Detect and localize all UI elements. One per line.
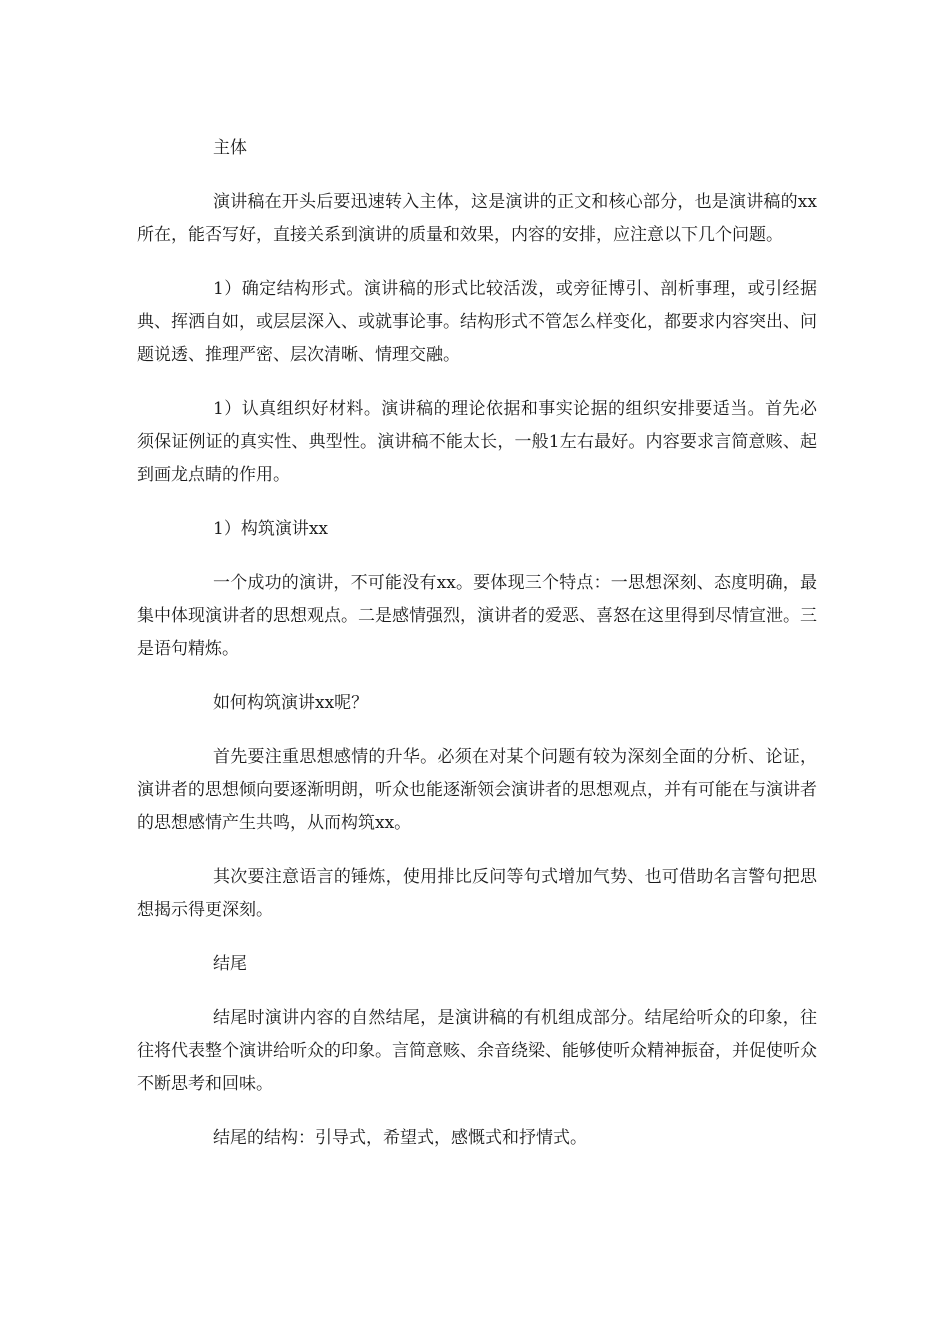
question-line: 如何构筑演讲xx呢？ [213, 693, 369, 713]
paragraph: 演讲稿在开头后要迅速转入主体，这是演讲的正文和核心部分，也是演讲稿的xx所在，能否写好，直接关系到演讲的质量和效果，内容的安排，应注意以下几个问题。 [137, 192, 817, 245]
subheading: 1）构筑演讲xx [213, 519, 328, 539]
paragraph: 首先要注重思想感情的升华。必须在对某个问题有较为深刻全面的分析、论证，演讲者的思想倾向要逐渐明朗，听众也能逐渐领会演讲者的思想观点，并有可能在与演讲者的思想感情产生共鸣，从而构筑xx。 [137, 747, 817, 833]
document-body [137, 132, 817, 1176]
paragraph: 一个成功的演讲，不可能没有xx。要体现三个特点：一思想深刻、态度明确，最集中体现演讲者的思想观点。二是感情强烈，演讲者的爱恶、喜怒在这里得到尽情宣泄。三是语句精炼。 [137, 573, 817, 659]
paragraph: 1）认真组织好材料。演讲稿的理论依据和事实论据的组织安排要适当。首先必须保证例证的真实性、典型性。演讲稿不能太长，一般1左右最好。内容要求言简意赅、起到画龙点睛的作用。 [137, 399, 817, 485]
ending-structure-line: 结尾的结构：引导式，希望式，感慨式和抒情式。 [213, 1128, 587, 1148]
paragraph: 结尾时演讲内容的自然结尾，是演讲稿的有机组成部分。结尾给听众的印象，往往将代表整个演讲给听众的印象。言简意赅、余音绕梁、能够使听众精神振奋，并促使听众不断思考和回味。 [137, 1008, 817, 1094]
section-heading-body: 主体 [213, 138, 247, 158]
paragraph: 其次要注意语言的锤炼，使用排比反问等句式增加气势、也可借助名言警句把思想揭示得更深刻。 [137, 867, 817, 920]
section-heading-ending: 结尾 [213, 954, 247, 974]
paragraph: 1）确定结构形式。演讲稿的形式比较活泼，或旁征博引、剖析事理，或引经据典、挥洒自如，或层层深入、或就事论事。结构形式不管怎么样变化，都要求内容突出、问题说透、推理严密、层次清晰、情理交融。 [137, 279, 817, 365]
